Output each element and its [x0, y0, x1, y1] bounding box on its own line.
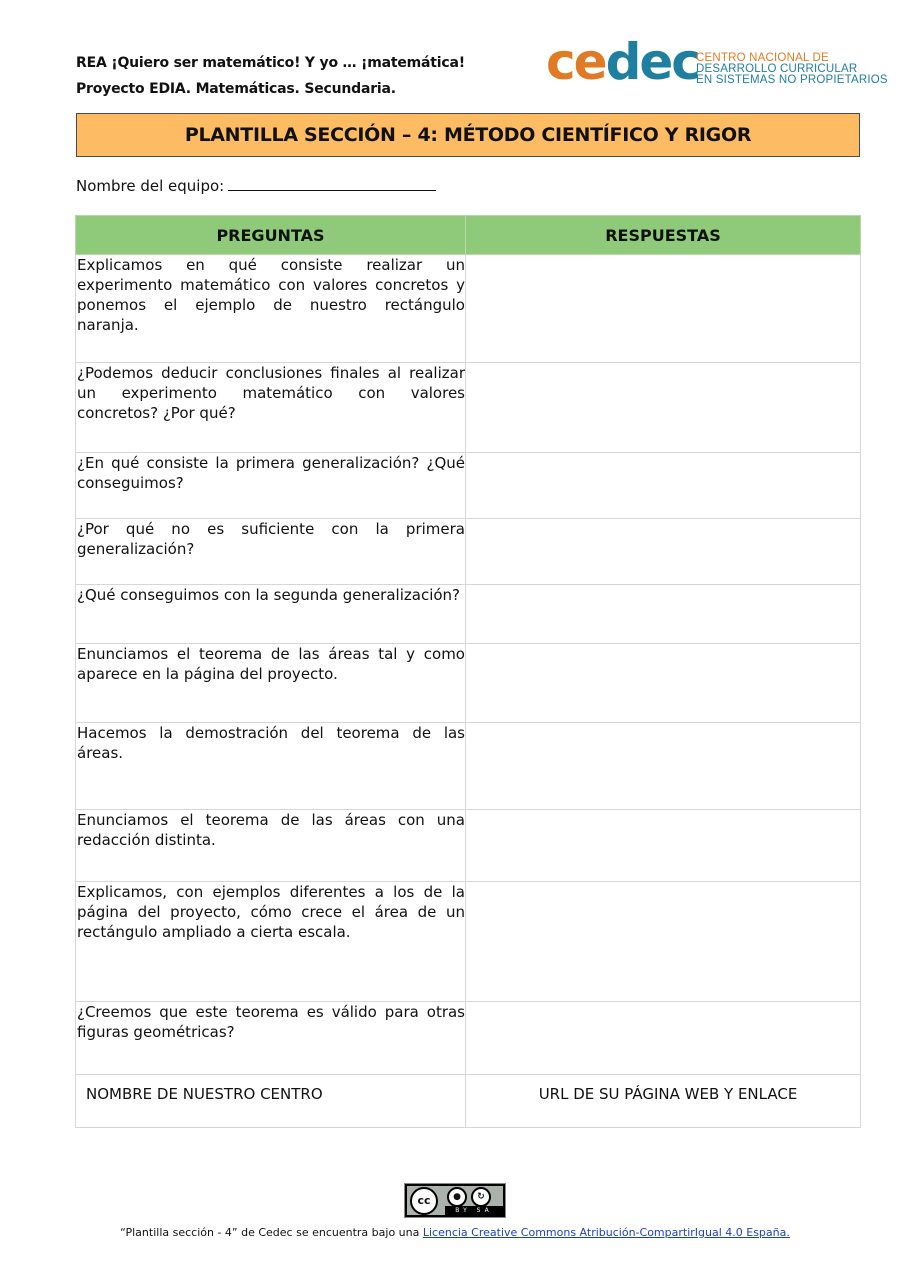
answer-cell[interactable] [466, 453, 861, 519]
table-row [76, 882, 861, 1002]
answer-cell[interactable] [466, 1002, 861, 1075]
cedec-logo-word: cedec [546, 33, 699, 91]
table-row [76, 810, 861, 882]
school-name-cell[interactable]: NOMBRE DE NUESTRO CENTRO [76, 1075, 466, 1128]
table-row [76, 519, 861, 585]
question-cell: ¿Qué conseguimos con la segunda generalización? [76, 585, 466, 644]
answer-cell[interactable] [466, 882, 861, 1002]
table-row [76, 363, 861, 453]
share-alike-icon: ↻ [471, 1187, 491, 1207]
team-name-field[interactable] [76, 176, 436, 195]
cedec-logo-subtitle: CENTRO NACIONAL DE DESARROLLO CURRICULAR EN SISTEMAS NO PROPIETARIOS [696, 52, 888, 86]
question-cell: Enunciamos el teorema de las áreas con una redacción distinta. [76, 810, 466, 882]
questions-table [75, 215, 861, 1128]
cc-badge-label: BY SA [445, 1206, 503, 1215]
question-cell: ¿Por qué no es suficiente con la primera generalización? [76, 519, 466, 585]
header-line-1: REA ¡Quiero ser matemático! Y yo … ¡matemática! [76, 55, 465, 71]
answer-cell[interactable] [466, 644, 861, 723]
answer-cell[interactable] [466, 519, 861, 585]
answer-cell[interactable] [466, 810, 861, 882]
table-row [76, 723, 861, 810]
question-cell: ¿Creemos que este teorema es válido para otras figuras geométricas? [76, 1002, 466, 1075]
question-cell: Explicamos, con ejemplos diferentes a los de la página del proyecto, cómo crece el área de un rectángulo ampliado a cierta escala. [76, 882, 466, 1002]
team-name-label: Nombre del equipo: [76, 177, 225, 195]
license-link[interactable]: Licencia Creative Commons Atribución-CompartirIgual 4.0 España. [422, 1226, 790, 1239]
cc-by-sa-badge [404, 1183, 506, 1218]
school-url-cell[interactable]: URL DE SU PÁGINA WEB Y ENLACE [466, 1075, 861, 1128]
question-cell: Hacemos la demostración del teorema de las áreas. [76, 723, 466, 810]
table-row [76, 255, 861, 363]
table-row [76, 585, 861, 644]
question-cell: ¿Podemos deducir conclusiones finales al realizar un experimento matemático con valores concretos? ¿Por qué? [76, 363, 466, 453]
answer-cell[interactable] [466, 585, 861, 644]
page-title: PLANTILLA SECCIÓN – 4: MÉTODO CIENTÍFICO Y RIGOR [76, 113, 860, 157]
header-respuestas: RESPUESTAS [466, 216, 861, 255]
license-text: “Plantilla sección - 4” de Cedec se encuentra bajo una Licencia Creative Commons Atribución-CompartirIgual 4.0 España. [120, 1226, 790, 1239]
attribution-icon: ● [447, 1187, 467, 1207]
team-name-blank[interactable] [228, 176, 436, 191]
cc-icon: cc [410, 1187, 438, 1215]
question-cell: Explicamos en qué consiste realizar un experimento matemático con valores concretos y ponemos el ejemplo de nuestro rectángulo naranja. [76, 255, 466, 363]
header-preguntas: PREGUNTAS [76, 216, 466, 255]
table-row [76, 453, 861, 519]
header-line-2: Proyecto EDIA. Matemáticas. Secundaria. [76, 81, 396, 97]
question-cell: ¿En qué consiste la primera generalización? ¿Qué conseguimos? [76, 453, 466, 519]
answer-cell[interactable] [466, 723, 861, 810]
table-row [76, 644, 861, 723]
answer-cell[interactable] [466, 255, 861, 363]
question-cell: Enunciamos el teorema de las áreas tal y como aparece en la página del proyecto. [76, 644, 466, 723]
document-header [76, 50, 465, 102]
table-row [76, 1002, 861, 1075]
answer-cell[interactable] [466, 363, 861, 453]
license-block [0, 1183, 910, 1239]
table-footer-row [76, 1075, 861, 1128]
